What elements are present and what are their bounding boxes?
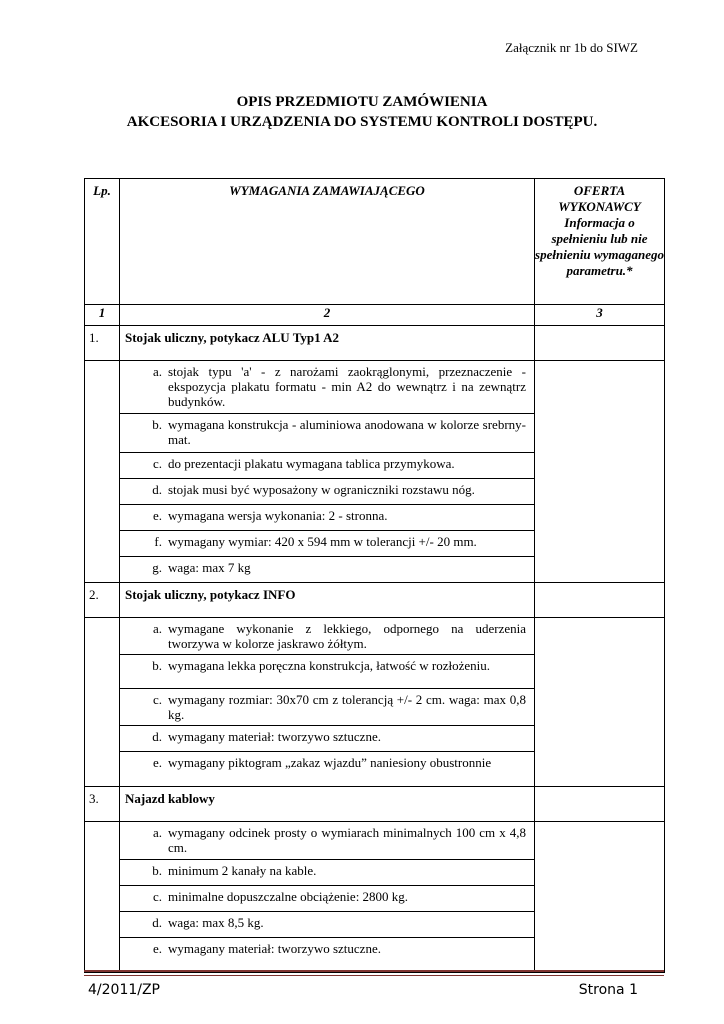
item-letter: d. (120, 478, 168, 504)
empty-lp-cell (85, 618, 120, 787)
column-number: 3 (535, 305, 665, 326)
item-text: wymagany odcinek prosty o wymiarach minimalnych 100 cm x 4,8 cm. (168, 822, 534, 860)
item-letter: d. (120, 726, 168, 752)
offer-cell (535, 618, 665, 787)
items-cell (120, 361, 535, 583)
item-letter: g. (152, 559, 162, 575)
offer-cell (535, 326, 665, 361)
document-subtitle: AKCESORIA I URZĄDZENIA DO SYSTEMU KONTROLI DOSTĘPU. (126, 114, 598, 130)
list-item (120, 912, 534, 938)
items-cell (120, 821, 535, 972)
header-lp: Lp. (85, 179, 120, 305)
footer-reference: 4/2011/ZP (88, 982, 161, 998)
list-item (120, 689, 534, 726)
list-item (120, 361, 534, 413)
item-text: wymagany materiał: tworzywo sztuczne. (168, 941, 381, 956)
empty-lp-cell (85, 821, 120, 972)
item-text: do prezentacji plakatu wymagana tablica przymykowa. (168, 452, 534, 478)
item-text: wymagany wymiar: 420 x 594 mm w tolerancji +/- 20 mm. (168, 530, 534, 556)
section-title: Stojak uliczny, potykacz ALU Typ1 A2 (120, 326, 535, 361)
list-item (120, 504, 534, 530)
list-item (120, 452, 534, 478)
item-text: waga: max 7 kg (168, 559, 251, 575)
list-item (120, 413, 534, 452)
items-list (120, 618, 534, 786)
item-text: wymagany piktogram „zakaz wjazdu” naniesiony obustronnie (168, 755, 492, 770)
list-item (120, 726, 534, 752)
item-text: wymagana konstrukcja - aluminiowa anodowana w kolorze srebrny-mat. (168, 413, 534, 452)
list-item (120, 886, 534, 912)
annex-label: Załącznik nr 1b do SIWZ (505, 40, 638, 55)
item-text: wymagana wersja wykonania: 2 - stronna. (168, 504, 534, 530)
list-item (120, 938, 534, 972)
item-letter: b. (120, 655, 168, 689)
empty-lp-cell (85, 361, 120, 583)
item-text: wymagana lekka poręczna konstrukcja, łatwość w rozłożeniu. (168, 655, 534, 689)
item-text: stojak musi być wyposażony w ograniczniki rozstawu nóg. (168, 478, 534, 504)
footer-rule-thick (84, 970, 664, 972)
item-letter: e. (120, 504, 168, 530)
header-requirements: WYMAGANIA ZAMAWIAJĄCEGO (120, 179, 535, 305)
item-letter: b. (120, 413, 168, 452)
item-text: waga: max 8,5 kg. (168, 912, 534, 938)
list-item (120, 752, 534, 786)
list-item (120, 478, 534, 504)
items-list (120, 361, 534, 582)
item-letter: c. (120, 689, 168, 726)
item-text: wymagany rozmiar: 30x70 cm z tolerancją +/- 2 cm. waga: max 0,8 kg. (168, 689, 534, 726)
item-letter: a. (120, 361, 168, 413)
items-cell (120, 618, 535, 787)
item-text: minimum 2 kanały na kable. (168, 860, 534, 886)
item-text: wymagany materiał: tworzywo sztuczne. (168, 726, 534, 752)
section-number: 2. (85, 583, 120, 618)
offer-cell (535, 821, 665, 972)
item-letter: f. (120, 530, 168, 556)
requirements-table (84, 178, 665, 973)
section-row (85, 786, 665, 821)
item-letter: a. (120, 618, 168, 655)
item-letter: d. (120, 912, 168, 938)
list-item (120, 618, 534, 655)
document-title: OPIS PRZEDMIOTU ZAMÓWIENIA (236, 94, 488, 110)
column-number: 1 (85, 305, 120, 326)
footer-rule-thin (84, 975, 664, 976)
section-number: 1. (85, 326, 120, 361)
header-offer: OFERTA WYKONAWCY Informacja o spełnieniu lub nie spełnieniu wymaganego parametru.* (535, 179, 665, 305)
table-header-row (85, 179, 665, 305)
list-item (120, 822, 534, 860)
column-number-row (85, 305, 665, 326)
offer-cell (535, 786, 665, 821)
list-item (120, 530, 534, 556)
section-row (85, 326, 665, 361)
offer-cell (535, 361, 665, 583)
section-number: 3. (85, 786, 120, 821)
section-items-row (85, 618, 665, 787)
item-text: stojak typu 'a' - z narożami zaokrąglonymi, przeznaczenie - ekspozycja plakatu formatu - min A2 do wewnątrz i na zewnątrz budynków. (168, 361, 534, 413)
item-letter: b. (120, 860, 168, 886)
list-item (120, 655, 534, 689)
item-letter: e. (152, 755, 162, 770)
item-letter: e. (152, 941, 162, 956)
column-number: 2 (120, 305, 535, 326)
section-items-row (85, 821, 665, 972)
item-text: minimalne dopuszczalne obciążenie: 2800 kg. (168, 886, 534, 912)
section-title: Najazd kablowy (120, 786, 535, 821)
section-title: Stojak uliczny, potykacz INFO (120, 583, 535, 618)
item-letter: a. (120, 822, 168, 860)
page-number: Strona 1 (578, 982, 638, 998)
item-letter: c. (120, 452, 168, 478)
list-item (120, 556, 534, 582)
item-letter: c. (120, 886, 168, 912)
list-item (120, 860, 534, 886)
items-list (120, 822, 534, 972)
offer-cell (535, 583, 665, 618)
item-text: wymagane wykonanie z lekkiego, odpornego na uderzenia tworzywa w kolorze jaskrawo żółtym. (168, 618, 534, 655)
section-items-row (85, 361, 665, 583)
section-row (85, 583, 665, 618)
